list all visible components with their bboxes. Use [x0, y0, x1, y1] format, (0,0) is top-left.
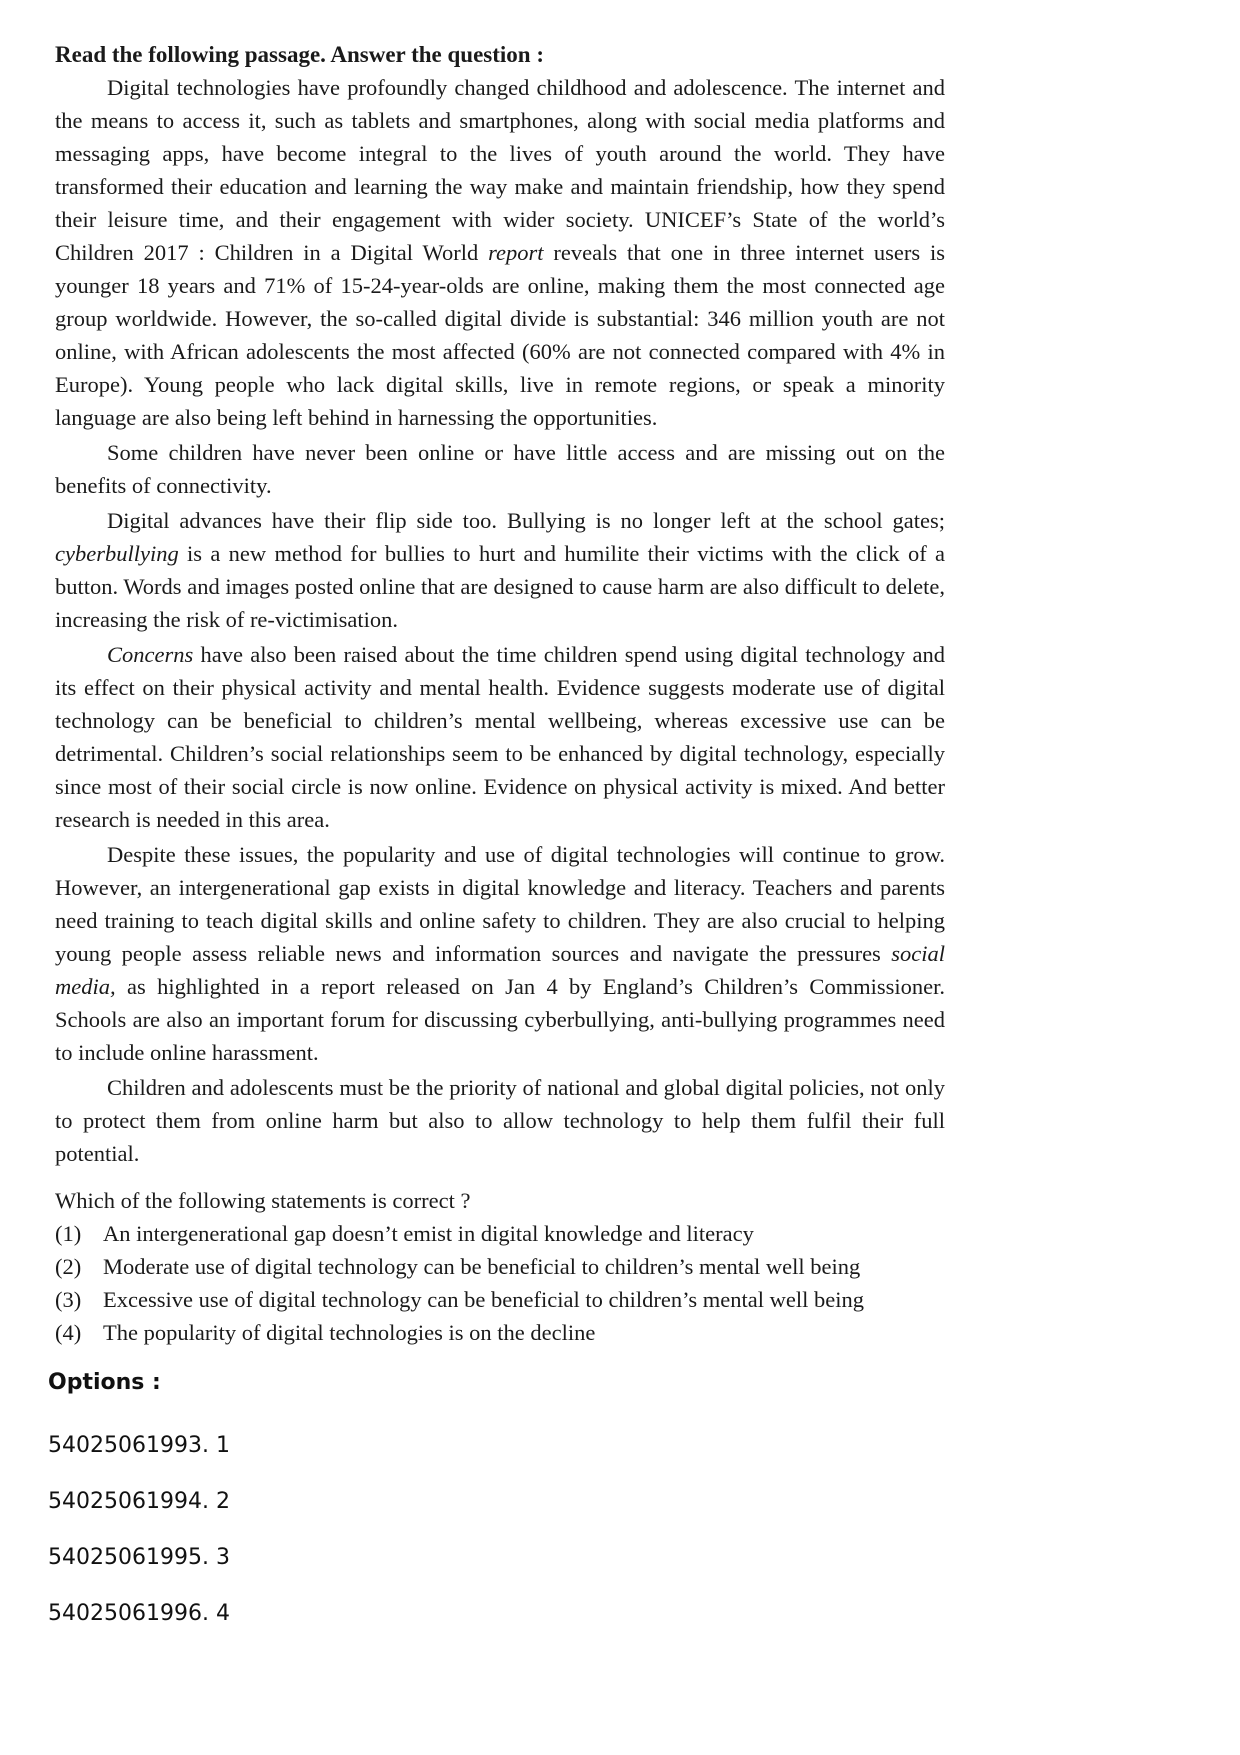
instruction-heading: Read the following passage. Answer the question : — [55, 42, 544, 67]
statement-text: The popularity of digital technologies is on the decline — [103, 1320, 596, 1345]
statement-item — [55, 1217, 945, 1250]
passage-italic-text: social media, — [55, 941, 945, 999]
passage-text: Some children have never been online or have little access and are missing out on the benefits of connectivity. — [55, 440, 945, 498]
passage-paragraph — [55, 638, 945, 836]
passage-paragraph — [55, 436, 945, 502]
statement-text: An intergenerational gap doesn’t emist in digital knowledge and literacy — [103, 1221, 754, 1246]
option-item[interactable]: 54025061996. 4 — [48, 1601, 230, 1626]
passage-paragraph — [55, 838, 945, 1069]
option-item[interactable]: 54025061995. 3 — [48, 1545, 230, 1570]
passage-text: Digital technologies have profoundly changed childhood and adolescence. The internet and the means to access it, such as tablets and smartphones, along with social media platforms and messaging apps, have become integral to the lives of youth around the world. They have transformed their education and learning the way make and maintain friendship, how they spend their leisure time, and their engagement with wider society. UNICEF’s State of the world’s Children 2017 : Children in a Digital World — [55, 75, 945, 265]
statement-item — [55, 1283, 945, 1316]
option-item[interactable]: 54025061994. 2 — [48, 1489, 230, 1514]
options-section — [48, 1370, 230, 1657]
passage-text: as highlighted in a report released on Jan 4 by England’s Children’s Commissioner. Schools are also an important forum for discussing cyberbullying, anti-bullying programmes need to include online harassment. — [55, 974, 945, 1065]
passage — [55, 71, 945, 1170]
statement-item — [55, 1316, 945, 1349]
passage-text: Digital advances have their flip side too. Bullying is no longer left at the school gates; — [107, 508, 945, 533]
passage-text: Despite these issues, the popularity and use of digital technologies will continue to grow. However, an intergenerational gap exists in digital knowledge and literacy. Teachers and parents need training to teach digital skills and online safety to children. They are also crucial to helping young people assess reliable news and information sources and navigate the pressures — [55, 842, 945, 966]
question-text: Which of the following statements is correct ? — [55, 1188, 471, 1213]
statement-text: Excessive use of digital technology can be beneficial to children’s mental well being — [103, 1287, 865, 1312]
passage-paragraph — [55, 1071, 945, 1170]
options-title: Options : — [48, 1370, 161, 1395]
passage-paragraph — [55, 504, 945, 636]
question-scan — [55, 38, 945, 1349]
statement-number: (4) — [55, 1320, 82, 1345]
passage-text: have also been raised about the time children spend using digital technology and its effect on their physical activity and mental health. Evidence suggests moderate use of digital technology can be beneficial to children’s mental wellbeing, whereas excessive use can be detrimental. Children’s social relationships seem to be enhanced by digital technology, especially since most of their social circle is now online. Evidence on physical activity is mixed. And better research is needed in this area. — [55, 642, 945, 832]
passage-text: Children and adolescents must be the priority of national and global digital policies, not only to protect them from online harm but also to allow technology to help them fulfil their full potential. — [55, 1075, 945, 1166]
statement-number: (2) — [55, 1254, 82, 1279]
statement-number: (3) — [55, 1287, 82, 1312]
passage-italic-text: cyberbullying — [55, 541, 179, 566]
statement-list — [55, 1217, 945, 1349]
passage-paragraph — [55, 71, 945, 434]
passage-text: is a new method for bullies to hurt and humilite their victims with the click of a button. Words and images posted online that are designed to cause harm are also difficult to delete, increasing the risk of re-victimisation. — [55, 541, 945, 632]
passage-italic-text: Concerns — [107, 642, 194, 667]
statement-text: Moderate use of digital technology can be beneficial to children’s mental well being — [103, 1254, 861, 1279]
statement-item — [55, 1250, 945, 1283]
option-item[interactable]: 54025061993. 1 — [48, 1433, 230, 1458]
passage-text: reveals that one in three internet users is younger 18 years and 71% of 15-24-year-olds are online, making them the most connected age group worldwide. However, the so-called digital divide is substantial: 346 million youth are not online, with African adolescents the most affected (60% are not connected compared with 4% in Europe). Young people who lack digital skills, live in remote regions, or speak a minority language are also being left behind in harnessing the opportunities. — [55, 240, 945, 430]
passage-italic-text: report — [488, 240, 544, 265]
statement-number: (1) — [55, 1221, 82, 1246]
